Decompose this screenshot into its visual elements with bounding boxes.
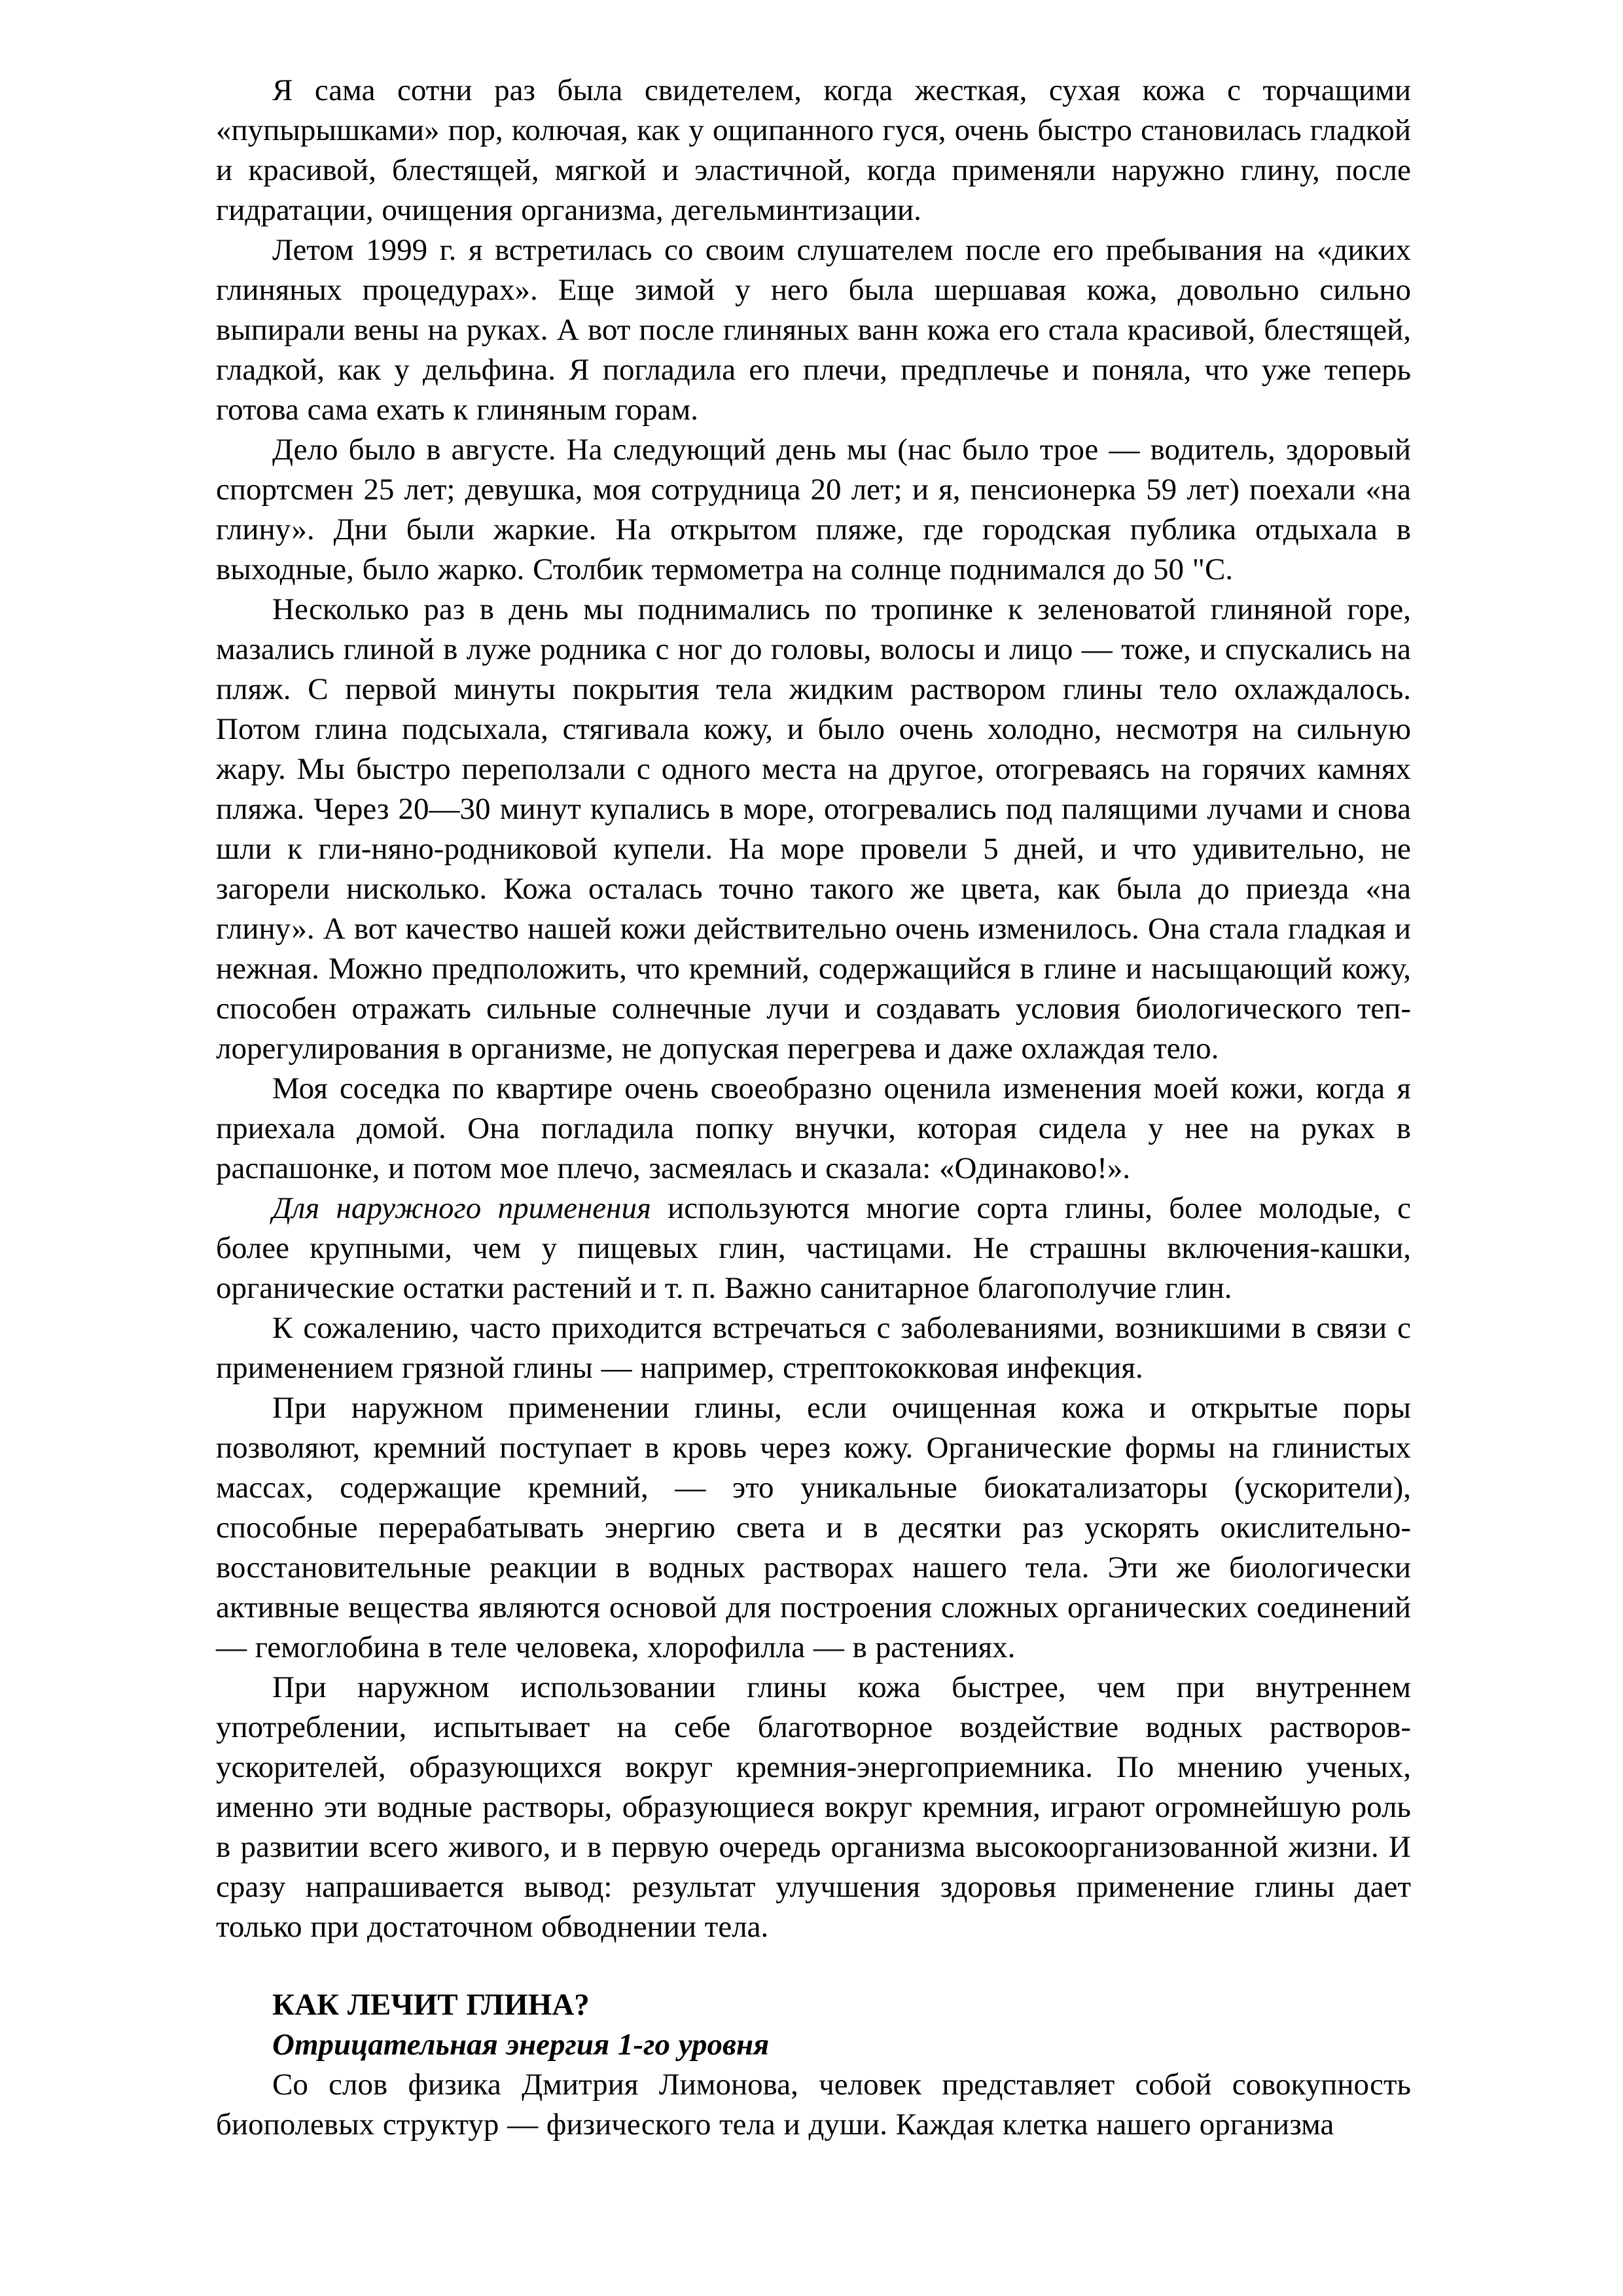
text-block — [216, 71, 1411, 2145]
paragraph: При наружном применении глины, если очищенная кожа и открытые поры позволяют, кремний поступает в кровь через кожу. Органические формы на глинистых массах, содержащие кремний, — это уникальные биокатализаторы (ускорители), способные перерабатывать энергию света и в десятки раз ускорять окислительно-восстановительные реакции в водных растворах нашего тела. Эти же биологически активные вещества являются основой для построения сложных органических соединений — гемоглобина в теле человека, хлорофилла — в растениях. — [216, 1391, 1411, 1664]
paragraph-rest: используются многие сорта глины, более молодые, с более крупными, чем у пищевых глин, частицами. Не страшны включения-кашки, органические остатки растений и т. п. Важно санитарное благополучие глин. — [216, 1191, 1411, 1305]
paragraph: Летом 1999 г. я встретилась со своим слушателем после его пребывания на «диких глиняных процедурах». Еще зимой у него была шершавая кожа, довольно сильно выпирали вены на руках. А вот после глиняных ванн кожа его стала красивой, блестящей, гладкой, как у дельфина. Я погладила его плечи, предплечье и поняла, что уже теперь готова сама ехать к глиняным горам. — [216, 233, 1411, 427]
paragraph: Я сама сотни раз была свидетелем, когда жесткая, сухая кожа с торчащими «пупырышками» пор, колючая, как у ощипанного гуся, очень быстро становилась гладкой и красивой, блестящей, мягкой и эластичной, когда применяли наружно глину, после гидратации, очищения организма, дегельминтизации. — [216, 73, 1411, 227]
paragraph: Со слов физика Дмитрия Лимонова, человек представляет собой совокупность биополевых структур — физического тела и души. Каждая клетка нашего организма — [216, 2068, 1411, 2142]
section-heading: КАК ЛЕЧИТ ГЛИНА? — [272, 1988, 590, 2022]
section-subheading: Отрицательная энергия 1-го уровня — [272, 2028, 770, 2062]
paragraph: При наружном использовании глины кожа быстрее, чем при внутреннем употреблении, испытывает на себе благотворное воздействие водных растворов-ускорителей, образующихся вокруг кремния-энергоприемника. По мнению ученых, именно эти водные растворы, образующиеся вокруг кремния, играют огромнейшую роль в развитии всего живого, и в первую очередь организма высокоорганизованной жизни. И сразу напрашивается вывод: результат улучшения здоровья применение глины дает только при достаточном обводнении тела. — [216, 1670, 1411, 1944]
paragraph: Дело было в августе. На следующий день мы (нас было трое — водитель, здоровый спортсмен 25 лет; девушка, моя сотрудница 20 лет; и я, пенсионерка 59 лет) поехали «на глину». Дни были жаркие. На открытом пляже, где городская публика отдыхала в выходные, было жарко. Столбик термометра на солнце поднимался до 50 "С. — [216, 433, 1411, 586]
paragraph: К сожалению, часто приходится встречаться с заболеваниями, возникшими в связи с применением грязной глины — например, стрептококковая инфекция. — [216, 1311, 1411, 1385]
paragraph: Несколько раз в день мы поднимались по тропинке к зеленоватой глиняной горе, мазались глиной в луже родника с ног до головы, волосы и лицо — тоже, и спускались на пляж. С первой минуты покрытия тела жидким раствором глины тело охлаждалось. Потом глина подсыхала, стягивала кожу, и было очень холодно, несмотря на сильную жару. Мы быстро переползали с одного места на другое, отогреваясь на горячих камнях пляжа. Через 20—30 минут купались в море, отогревались под палящими лучами и снова шли к гли-няно-родниковой купели. На море провели 5 дней, и что удивительно, не загорели нисколько. Кожа осталась точно такого же цвета, как была до приезда «на глину». А вот качество нашей кожи действительно очень изменилось. Она стала гладкая и нежная. Можно предположить, что кремний, содержащийся в глине и насыщающий кожу, способен отражать сильные солнечные лучи и создавать условия биологического теп-лорегулирования в организме, не допуская перегрева и даже охлаждая тело. — [216, 592, 1411, 1066]
paragraph: Моя соседка по квартире очень своеобразно оценила изменения моей кожи, когда я приехала домой. Она погладила попку внучки, которая сидела у нее на руках в распашонке, и потом мое плечо, засмеялась и сказала: «Одинаково!». — [216, 1071, 1411, 1185]
paragraph — [216, 1189, 1411, 1308]
paragraph-lead-italic: Для наружного применения — [272, 1191, 651, 1225]
